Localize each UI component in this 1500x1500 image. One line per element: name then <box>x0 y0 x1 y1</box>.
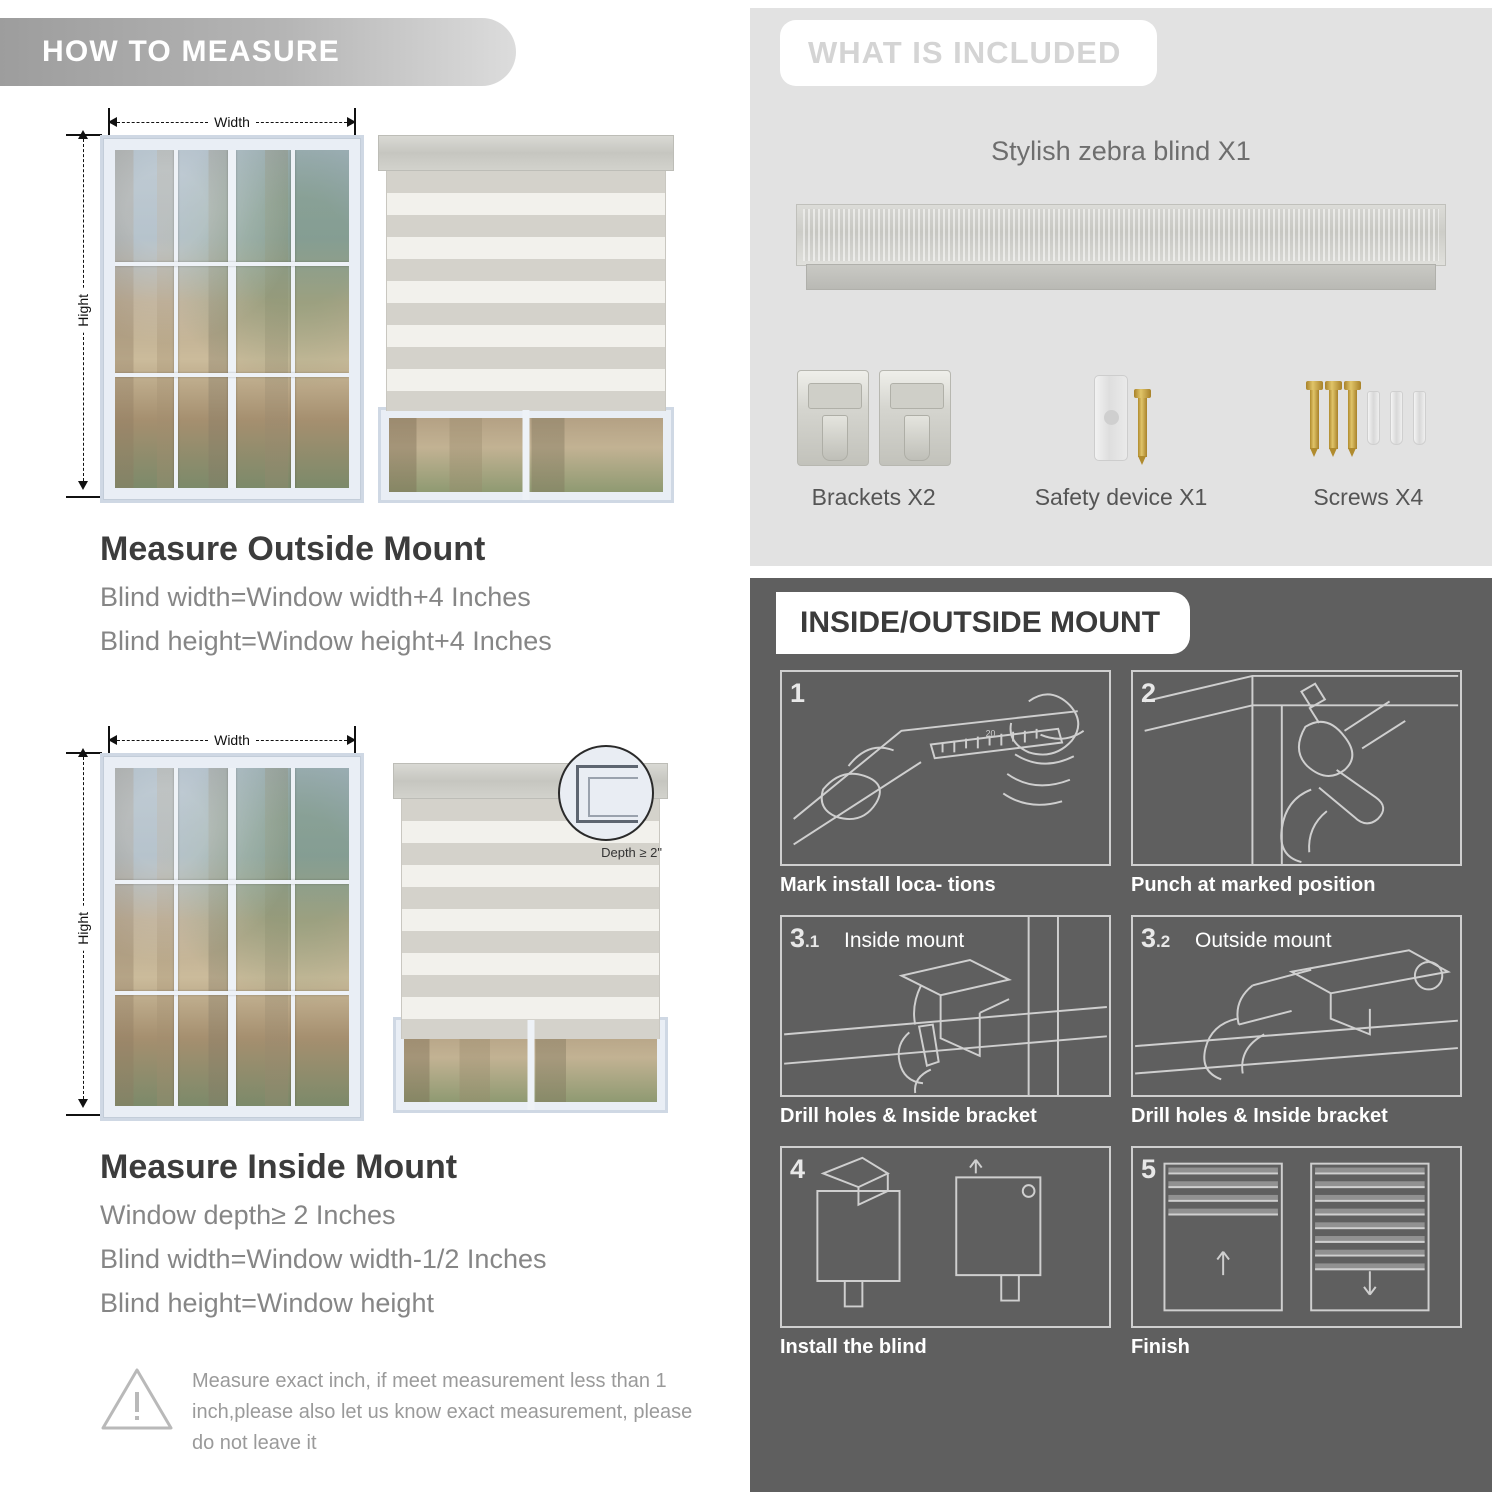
step-5-caption: Finish <box>1131 1336 1190 1358</box>
height-arrow-down-icon <box>78 481 88 490</box>
install-step-5 <box>1131 1146 1462 1359</box>
mullion-row-1 <box>115 880 349 884</box>
outside-heading: Measure Outside Mount <box>100 530 486 568</box>
install-step-3-2 <box>1131 915 1462 1128</box>
window-glass <box>115 768 349 1106</box>
step-1-illustration <box>780 670 1111 866</box>
safety-device-icon <box>997 358 1244 478</box>
part-brackets <box>750 358 997 511</box>
outside-width-dimension <box>108 114 356 130</box>
part-screws <box>1245 358 1492 511</box>
step-3-1-illustration <box>780 915 1111 1097</box>
depth-callout-icon <box>558 745 654 841</box>
part-safety-device-label: Safety device X1 <box>1034 484 1208 510</box>
outside-width-label: Width <box>208 114 256 130</box>
how-to-measure-title: HOW TO MEASURE <box>42 35 340 68</box>
step-1-caption: Mark install loca- tions <box>780 874 996 896</box>
step-3-2-number: 3.2 <box>1141 923 1171 953</box>
outside-line-1: Blind width=Window width+4 Inches <box>100 582 531 612</box>
inside-line-2: Blind width=Window width-1/2 Inches <box>100 1244 547 1274</box>
window-behind-blind <box>378 407 674 503</box>
install-step-2 <box>1131 670 1462 897</box>
step-3-1-number: 3.1 <box>790 923 820 953</box>
step-4-caption: Install the blind <box>780 1336 927 1358</box>
install-step-1 <box>780 670 1111 897</box>
step-3-1-caption: Drill holes & Inside bracket <box>780 1105 1037 1127</box>
depth-callout-label: Depth ≥ 2" <box>601 845 662 860</box>
zebra-fabric <box>386 171 666 411</box>
step-5-number: 5 <box>1141 1154 1157 1184</box>
part-brackets-label: Brackets X2 <box>811 484 936 510</box>
measure-note <box>100 1366 700 1459</box>
warning-triangle-icon <box>100 1366 174 1432</box>
measure-note-text: Measure exact inch, if meet measurement less than 1 inch,please also let us know exact measurement, please do not leave it <box>192 1370 693 1454</box>
height-tick-bottom <box>66 1114 102 1116</box>
blind-headrail <box>378 135 674 171</box>
blind-product-name: Stylish zebra blind X1 <box>991 136 1251 166</box>
step-4-illustration <box>780 1146 1111 1328</box>
step-3-2-caption: Drill holes & Inside bracket <box>1131 1105 1388 1127</box>
parts-row <box>750 358 1492 511</box>
finished-blind-icon <box>1133 1148 1460 1326</box>
inside-heading: Measure Inside Mount <box>100 1148 458 1186</box>
mullion-quarter-left <box>174 150 178 488</box>
blind-illustration-outside <box>378 135 674 503</box>
height-tick-top <box>66 752 102 754</box>
part-safety-device <box>997 358 1244 511</box>
install-step-3-1 <box>780 915 1111 1128</box>
step-3-2-illustration <box>1131 915 1462 1097</box>
inside-outside-mount-panel <box>750 578 1492 1492</box>
height-tick-top <box>66 134 102 136</box>
blind-illustration-inside <box>393 763 668 1113</box>
step-5-illustration <box>1131 1146 1462 1328</box>
inside-width-dimension <box>108 732 356 748</box>
inside-outside-mount-tab <box>776 592 1190 654</box>
inside-outside-mount-title: INSIDE/OUTSIDE MOUNT <box>800 606 1161 639</box>
svg-text:20: 20 <box>985 728 996 739</box>
step-4-number: 4 <box>790 1154 806 1184</box>
step-2-caption: Punch at marked position <box>1131 874 1376 896</box>
mullion-row-2 <box>115 373 349 377</box>
mullion-row-2 <box>115 991 349 995</box>
step-2-number: 2 <box>1141 678 1157 708</box>
window-illustration-outside <box>100 135 364 503</box>
mullion-quarter-left <box>174 768 178 1106</box>
mullion-quarter-right <box>291 150 295 488</box>
window-glass <box>115 150 349 488</box>
part-screws-label: Screws X4 <box>1313 484 1424 510</box>
step-3-1-title: Inside mount <box>844 929 965 952</box>
inside-line-1: Window depth≥ 2 Inches <box>100 1200 396 1230</box>
install-steps <box>780 670 1462 1359</box>
right-column <box>742 0 1500 1500</box>
mullion-center <box>228 150 236 488</box>
mullion-behind <box>527 1020 534 1110</box>
what-is-included-title: WHAT IS INCLUDED <box>808 35 1122 70</box>
step-1-number: 1 <box>790 678 806 708</box>
height-tick-bottom <box>66 496 102 498</box>
inside-height-label: Hight <box>75 906 91 951</box>
install-blind-icon <box>782 1148 1109 1326</box>
blind-headrail-product-image <box>796 204 1446 292</box>
screws-icon <box>1245 358 1492 478</box>
what-is-included-panel <box>750 8 1492 566</box>
outside-height-dimension <box>74 130 92 490</box>
how-to-measure-column <box>0 0 742 1500</box>
hand-measuring-tape-icon <box>782 672 1109 864</box>
inside-height-dimension <box>74 748 92 1108</box>
how-to-measure-banner <box>0 18 516 86</box>
brackets-icon <box>750 358 997 478</box>
mullion-center <box>228 768 236 1106</box>
outside-height-label: Hight <box>75 288 91 333</box>
drill-punching-icon <box>1133 672 1460 864</box>
mullion-row-1 <box>115 262 349 266</box>
mullion-behind <box>523 410 530 500</box>
height-arrow-down-icon <box>78 1099 88 1108</box>
inside-line-3: Blind height=Window height <box>100 1288 434 1318</box>
inside-width-label: Width <box>208 732 256 748</box>
window-illustration-inside <box>100 753 364 1121</box>
step-2-illustration <box>1131 670 1462 866</box>
mullion-quarter-right <box>291 768 295 1106</box>
outside-line-2: Blind height=Window height+4 Inches <box>100 626 552 656</box>
step-3-2-title: Outside mount <box>1195 929 1332 952</box>
install-step-4 <box>780 1146 1111 1359</box>
what-is-included-tab <box>780 20 1157 86</box>
